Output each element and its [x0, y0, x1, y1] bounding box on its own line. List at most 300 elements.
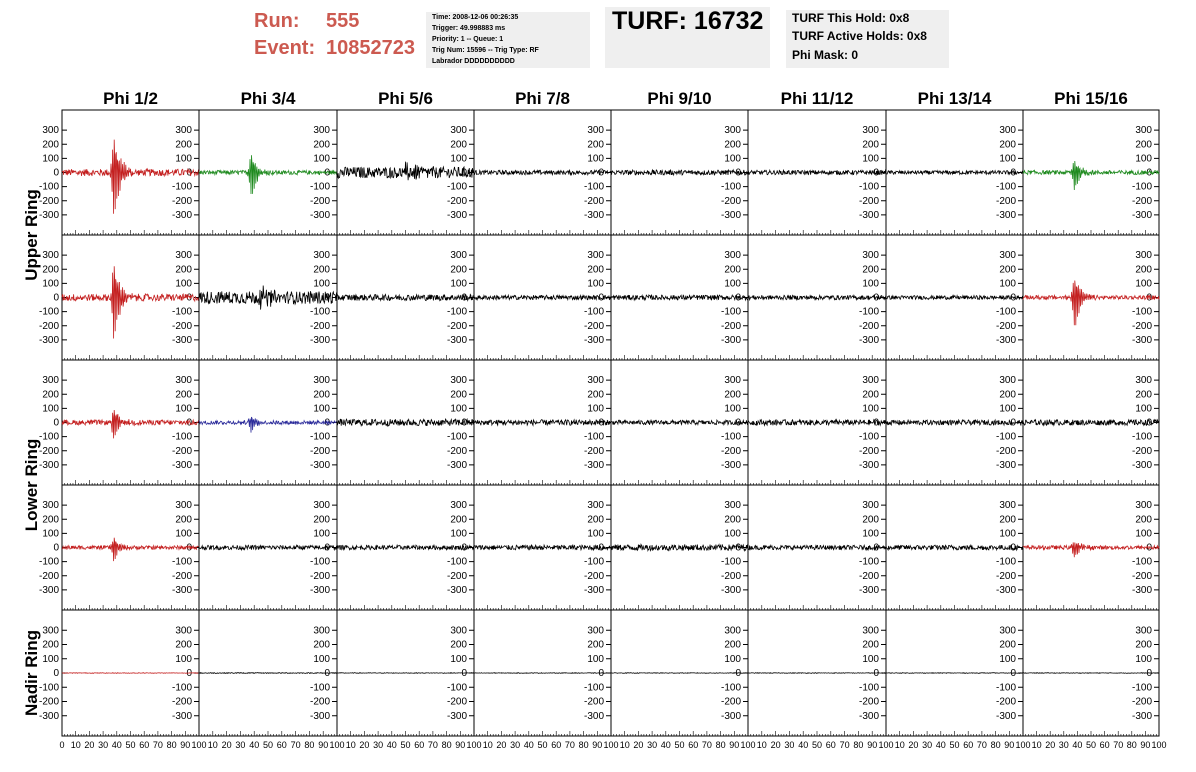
waveform-4-3 — [337, 545, 474, 550]
y-tick-label: 200 — [175, 514, 192, 526]
y-tick-label: 200 — [724, 264, 741, 276]
y-tick-label: 300 — [42, 250, 59, 262]
y-tick-label: 100 — [724, 653, 741, 665]
x-tick-label: 40 — [798, 740, 809, 750]
x-tick-label: 80 — [715, 740, 726, 750]
y-tick-label: 300 — [450, 125, 467, 137]
y-tick-label: -100 — [858, 556, 879, 568]
y-tick-label: -200 — [995, 570, 1016, 582]
x-tick-label: 90 — [592, 740, 603, 750]
y-tick-label: 200 — [1135, 514, 1152, 526]
y-tick-label: -200 — [995, 696, 1016, 708]
y-tick-label: 0 — [735, 292, 741, 304]
y-tick-label: -100 — [1131, 431, 1152, 443]
y-tick-label: 0 — [598, 292, 604, 304]
x-tick-label: 60 — [688, 740, 699, 750]
y-tick-label: 300 — [862, 625, 879, 637]
y-tick-label: -200 — [858, 570, 879, 582]
y-tick-label: 100 — [1135, 278, 1152, 290]
y-tick-label: -300 — [446, 710, 467, 722]
y-tick-label: 300 — [999, 125, 1016, 137]
y-tick-label: 200 — [1135, 139, 1152, 151]
y-tick-label: -200 — [858, 320, 879, 332]
y-tick-label: 100 — [587, 278, 604, 290]
y-tick-label: -100 — [38, 556, 59, 568]
y-tick-label: -300 — [720, 209, 741, 221]
y-tick-label: 100 — [862, 528, 879, 540]
y-tick-label: -100 — [1131, 181, 1152, 193]
y-tick-label: 0 — [186, 417, 192, 429]
y-tick-label: 200 — [42, 264, 59, 276]
y-tick-label: -300 — [446, 209, 467, 221]
y-tick-label: 300 — [862, 500, 879, 512]
y-tick-label: 0 — [735, 417, 741, 429]
y-tick-label: 200 — [999, 514, 1016, 526]
y-tick-label: 300 — [1135, 250, 1152, 262]
x-tick-label: 100 — [878, 740, 894, 750]
y-tick-label: 100 — [1135, 528, 1152, 540]
y-tick-label: 0 — [461, 668, 467, 679]
y-tick-label: -300 — [583, 334, 604, 346]
y-tick-label: -300 — [446, 459, 467, 471]
x-tick-label: 70 — [701, 740, 712, 750]
y-tick-label: -300 — [583, 459, 604, 471]
y-tick-label: -200 — [583, 570, 604, 582]
y-tick-label: -200 — [720, 570, 741, 582]
y-tick-label: -300 — [38, 334, 59, 346]
y-tick-label: 200 — [999, 139, 1016, 151]
y-tick-label: -300 — [171, 334, 192, 346]
x-tick-label: 100 — [466, 740, 482, 750]
y-tick-label: 300 — [724, 375, 741, 387]
y-tick-label: 100 — [999, 278, 1016, 290]
y-tick-label: 200 — [587, 639, 604, 651]
y-tick-label: 300 — [999, 500, 1016, 512]
waveform-1-7 — [886, 171, 1023, 175]
y-tick-label: -100 — [1131, 682, 1152, 694]
y-tick-label: -200 — [309, 570, 330, 582]
column-header-5: Phi 9/10 — [647, 89, 712, 108]
y-tick-label: -100 — [995, 556, 1016, 568]
waveform-3-5 — [611, 420, 748, 425]
y-tick-label: 100 — [175, 528, 192, 540]
y-tick-label: 300 — [175, 375, 192, 387]
y-tick-label: 100 — [450, 528, 467, 540]
y-tick-label: -300 — [38, 209, 59, 221]
y-tick-label: 0 — [1010, 542, 1016, 554]
y-tick-label: 300 — [175, 125, 192, 137]
y-tick-label: 300 — [724, 125, 741, 137]
x-tick-label: 30 — [235, 740, 246, 750]
y-tick-label: -100 — [583, 682, 604, 694]
y-tick-label: 0 — [873, 417, 879, 429]
y-tick-label: -300 — [309, 459, 330, 471]
x-tick-label: 90 — [729, 740, 740, 750]
y-tick-label: -200 — [583, 696, 604, 708]
y-tick-label: 100 — [999, 653, 1016, 665]
y-tick-label: -300 — [1131, 334, 1152, 346]
x-tick-label: 90 — [867, 740, 878, 750]
y-tick-label: 100 — [42, 278, 59, 290]
x-tick-label: 40 — [386, 740, 397, 750]
x-tick-label: 50 — [125, 740, 136, 750]
y-tick-label: -100 — [171, 431, 192, 443]
y-tick-label: 100 — [313, 653, 330, 665]
y-tick-label: -100 — [583, 306, 604, 318]
y-tick-label: 300 — [313, 125, 330, 137]
y-tick-label: -200 — [1131, 445, 1152, 457]
waveform-2-7 — [886, 296, 1023, 300]
y-tick-label: -200 — [720, 445, 741, 457]
column-header-1: Phi 1/2 — [103, 89, 158, 108]
x-tick-label: 20 — [770, 740, 781, 750]
y-tick-label: -300 — [583, 209, 604, 221]
run-value: 555 — [326, 10, 360, 32]
y-tick-label: -100 — [309, 431, 330, 443]
x-tick-label: 20 — [1045, 740, 1056, 750]
y-tick-label: 300 — [450, 500, 467, 512]
y-tick-label: 300 — [313, 625, 330, 637]
y-tick-label: -300 — [858, 584, 879, 596]
y-tick-label: -100 — [995, 306, 1016, 318]
y-tick-label: 200 — [1135, 264, 1152, 276]
waveform-2-6 — [748, 295, 886, 300]
y-tick-label: 0 — [873, 292, 879, 304]
y-tick-label: -100 — [583, 556, 604, 568]
y-tick-label: 200 — [42, 139, 59, 151]
x-tick-label: 90 — [455, 740, 466, 750]
y-tick-label: 100 — [450, 653, 467, 665]
y-tick-label: 100 — [1135, 653, 1152, 665]
waveform-5-4 — [474, 673, 611, 674]
y-tick-label: 100 — [450, 403, 467, 415]
y-tick-label: -100 — [446, 306, 467, 318]
waveform-5-6 — [748, 673, 886, 674]
y-tick-label: 300 — [862, 125, 879, 137]
y-tick-label: -300 — [720, 584, 741, 596]
x-tick-label: 20 — [633, 740, 644, 750]
y-tick-label: 300 — [1135, 375, 1152, 387]
y-tick-label: -300 — [995, 459, 1016, 471]
y-tick-label: -200 — [720, 320, 741, 332]
y-tick-label: -200 — [1131, 696, 1152, 708]
y-tick-label: -100 — [38, 306, 59, 318]
y-tick-label: 300 — [724, 500, 741, 512]
y-tick-label: 200 — [587, 139, 604, 151]
y-tick-label: -100 — [446, 682, 467, 694]
info-trig-num: Trig Num: 15596 -- Trig Type: RF — [432, 47, 539, 54]
y-tick-label: -100 — [446, 181, 467, 193]
y-tick-label: 100 — [175, 653, 192, 665]
x-tick-label: 40 — [523, 740, 534, 750]
y-tick-label: 0 — [1146, 417, 1152, 429]
y-tick-label: 100 — [724, 528, 741, 540]
y-tick-label: -300 — [720, 334, 741, 346]
column-header-2: Phi 3/4 — [240, 89, 296, 108]
y-tick-label: -100 — [309, 306, 330, 318]
y-tick-label: -200 — [309, 696, 330, 708]
waveform-1-6 — [748, 170, 886, 175]
y-tick-label: 300 — [313, 500, 330, 512]
x-tick-label: 80 — [441, 740, 452, 750]
y-tick-label: -100 — [38, 431, 59, 443]
y-tick-label: -200 — [1131, 570, 1152, 582]
y-tick-label: -300 — [171, 459, 192, 471]
y-tick-label: -200 — [38, 320, 59, 332]
x-tick-label: 20 — [221, 740, 232, 750]
y-tick-label: -200 — [858, 445, 879, 457]
y-tick-label: 200 — [862, 639, 879, 651]
y-tick-label: 100 — [450, 278, 467, 290]
x-tick-label: 100 — [740, 740, 756, 750]
y-tick-label: 0 — [53, 542, 59, 554]
y-tick-label: -300 — [1131, 209, 1152, 221]
event-value: 10852723 — [326, 37, 415, 59]
y-tick-label: -200 — [583, 445, 604, 457]
y-tick-label: 100 — [724, 153, 741, 165]
y-tick-label: -100 — [720, 682, 741, 694]
y-tick-label: 200 — [175, 389, 192, 401]
x-tick-label: 10 — [482, 740, 493, 750]
y-tick-label: -100 — [995, 682, 1016, 694]
y-tick-label: 200 — [42, 514, 59, 526]
y-tick-label: 200 — [450, 639, 467, 651]
y-tick-label: -300 — [995, 209, 1016, 221]
y-tick-label: 0 — [324, 292, 330, 304]
y-tick-label: -100 — [858, 682, 879, 694]
waveform-4-4 — [474, 545, 611, 550]
y-tick-label: -300 — [720, 459, 741, 471]
event-label: Event: — [254, 37, 316, 59]
y-tick-label: -300 — [309, 334, 330, 346]
y-tick-label: 0 — [53, 417, 59, 429]
y-tick-label: 0 — [1010, 668, 1016, 679]
y-tick-label: 300 — [42, 375, 59, 387]
y-tick-label: -100 — [309, 682, 330, 694]
waveform-4-8 — [1023, 542, 1159, 557]
y-tick-label: 0 — [1010, 417, 1016, 429]
waveform-3-7 — [886, 420, 1023, 425]
y-tick-label: -200 — [171, 320, 192, 332]
y-tick-label: 100 — [42, 528, 59, 540]
turf-active-holds: TURF Active Holds: 0x8 — [792, 29, 927, 43]
y-tick-label: -300 — [858, 209, 879, 221]
y-tick-label: 100 — [862, 403, 879, 415]
y-tick-label: 200 — [587, 389, 604, 401]
x-tick-label: 50 — [811, 740, 823, 750]
x-tick-label: 80 — [304, 740, 315, 750]
y-tick-label: 300 — [999, 250, 1016, 262]
y-tick-label: 200 — [724, 514, 741, 526]
y-tick-label: -200 — [446, 195, 467, 207]
x-tick-label: 0 — [59, 740, 65, 750]
y-tick-label: -300 — [309, 209, 330, 221]
x-tick-label: 50 — [400, 740, 411, 750]
x-tick-label: 10 — [894, 740, 905, 750]
x-tick-label: 60 — [276, 740, 287, 750]
y-tick-label: 300 — [313, 250, 330, 262]
row-label-1: Upper Ring — [22, 189, 41, 281]
y-tick-label: -200 — [1131, 320, 1152, 332]
x-tick-label: 90 — [318, 740, 329, 750]
x-tick-label: 20 — [496, 740, 507, 750]
y-tick-label: -300 — [38, 710, 59, 722]
y-tick-label: 200 — [450, 389, 467, 401]
y-tick-label: 0 — [461, 417, 467, 429]
y-tick-label: -100 — [446, 556, 467, 568]
y-tick-label: 200 — [175, 139, 192, 151]
y-tick-label: 0 — [598, 167, 604, 179]
waveform-2-3 — [337, 294, 474, 300]
y-tick-label: -100 — [995, 431, 1016, 443]
y-tick-label: 0 — [461, 167, 467, 179]
row-label-3: Nadir Ring — [22, 630, 41, 716]
y-tick-label: 100 — [724, 403, 741, 415]
waveform-4-2 — [199, 545, 337, 550]
x-tick-label: 80 — [1126, 740, 1137, 750]
y-tick-label: 0 — [324, 417, 330, 429]
x-tick-label: 10 — [1031, 740, 1042, 750]
x-tick-label: 30 — [1058, 740, 1069, 750]
y-tick-label: -300 — [995, 710, 1016, 722]
y-tick-label: -300 — [858, 710, 879, 722]
y-tick-label: 0 — [1146, 668, 1152, 679]
y-tick-label: 100 — [313, 528, 330, 540]
x-tick-label: 20 — [84, 740, 95, 750]
waveform-1-4 — [474, 170, 611, 175]
y-tick-label: 0 — [1146, 292, 1152, 304]
y-tick-label: 0 — [873, 668, 879, 679]
y-tick-label: 300 — [587, 500, 604, 512]
y-tick-label: -200 — [995, 195, 1016, 207]
x-tick-label: 30 — [373, 740, 384, 750]
y-tick-label: -300 — [720, 710, 741, 722]
y-tick-label: 100 — [313, 153, 330, 165]
row-label-2: Lower Ring — [22, 438, 41, 532]
waveform-1-5 — [611, 170, 748, 175]
y-tick-label: 300 — [1135, 125, 1152, 137]
y-tick-label: 0 — [873, 542, 879, 554]
y-tick-label: -200 — [171, 195, 192, 207]
y-tick-label: -200 — [1131, 195, 1152, 207]
y-tick-label: -200 — [720, 696, 741, 708]
column-header-7: Phi 13/14 — [917, 89, 992, 108]
y-tick-label: 200 — [587, 514, 604, 526]
x-tick-label: 100 — [1151, 740, 1167, 750]
x-tick-label: 50 — [1085, 740, 1097, 750]
y-tick-label: -100 — [309, 556, 330, 568]
column-header-3: Phi 5/6 — [378, 89, 433, 108]
x-tick-label: 70 — [152, 740, 163, 750]
x-tick-label: 100 — [329, 740, 345, 750]
y-tick-label: 300 — [450, 625, 467, 637]
x-tick-label: 30 — [784, 740, 795, 750]
x-tick-label: 40 — [935, 740, 946, 750]
y-tick-label: -100 — [720, 556, 741, 568]
column-header-6: Phi 11/12 — [780, 89, 854, 108]
waveform-5-2 — [199, 673, 337, 674]
y-tick-label: -200 — [38, 195, 59, 207]
waveform-4-7 — [886, 545, 1023, 550]
y-tick-label: -200 — [583, 195, 604, 207]
column-header-4: Phi 7/8 — [515, 89, 570, 108]
y-tick-label: 100 — [1135, 403, 1152, 415]
x-tick-label: 70 — [427, 740, 438, 750]
x-tick-label: 70 — [976, 740, 987, 750]
y-tick-label: 200 — [724, 139, 741, 151]
waveform-3-2 — [199, 417, 337, 433]
phi-mask: Phi Mask: 0 — [792, 48, 859, 62]
x-tick-label: 30 — [98, 740, 109, 750]
y-tick-label: -100 — [171, 306, 192, 318]
x-tick-label: 50 — [537, 740, 548, 750]
y-tick-label: -100 — [38, 682, 59, 694]
y-tick-label: 300 — [450, 250, 467, 262]
y-tick-label: 0 — [186, 167, 192, 179]
y-tick-label: 200 — [313, 639, 330, 651]
y-tick-label: -200 — [583, 320, 604, 332]
x-tick-label: 80 — [853, 740, 864, 750]
y-tick-label: 300 — [587, 125, 604, 137]
y-tick-label: 300 — [862, 250, 879, 262]
y-tick-label: 200 — [724, 389, 741, 401]
run-label: Run: — [254, 10, 300, 32]
x-tick-label: 50 — [262, 740, 274, 750]
waveform-5-8 — [1023, 673, 1159, 674]
y-tick-label: 300 — [724, 625, 741, 637]
y-tick-label: 0 — [53, 668, 59, 679]
y-tick-label: 200 — [175, 264, 192, 276]
y-tick-label: 200 — [313, 389, 330, 401]
y-tick-label: 100 — [587, 528, 604, 540]
y-tick-label: -100 — [858, 431, 879, 443]
y-tick-label: 0 — [461, 542, 467, 554]
y-tick-label: 100 — [175, 153, 192, 165]
y-tick-label: 300 — [175, 500, 192, 512]
y-tick-label: 100 — [313, 403, 330, 415]
y-tick-label: 0 — [186, 668, 192, 679]
info-trigger: Trigger: 49.998883 ms — [432, 25, 506, 32]
y-tick-label: 200 — [42, 389, 59, 401]
waveform-3-8 — [1023, 420, 1159, 426]
y-tick-label: 0 — [598, 417, 604, 429]
y-tick-label: 100 — [42, 153, 59, 165]
y-tick-label: 300 — [1135, 625, 1152, 637]
waveform-3-6 — [748, 420, 886, 426]
x-tick-label: 100 — [603, 740, 619, 750]
y-tick-label: -100 — [720, 431, 741, 443]
y-tick-label: 100 — [999, 153, 1016, 165]
y-tick-label: -100 — [171, 682, 192, 694]
x-tick-label: 10 — [619, 740, 630, 750]
y-tick-label: 100 — [999, 403, 1016, 415]
x-tick-label: 50 — [949, 740, 960, 750]
column-header-8: Phi 15/16 — [1054, 89, 1128, 108]
y-tick-label: -300 — [309, 710, 330, 722]
y-tick-label: 100 — [862, 278, 879, 290]
y-tick-label: 100 — [1135, 153, 1152, 165]
y-tick-label: 0 — [186, 542, 192, 554]
y-tick-label: -200 — [38, 445, 59, 457]
y-tick-label: 200 — [313, 264, 330, 276]
y-tick-label: 0 — [1146, 167, 1152, 179]
y-tick-label: 300 — [175, 625, 192, 637]
y-tick-label: -300 — [858, 459, 879, 471]
y-tick-label: 0 — [324, 542, 330, 554]
y-tick-label: 200 — [999, 389, 1016, 401]
y-tick-label: -300 — [38, 459, 59, 471]
y-tick-label: 300 — [450, 375, 467, 387]
